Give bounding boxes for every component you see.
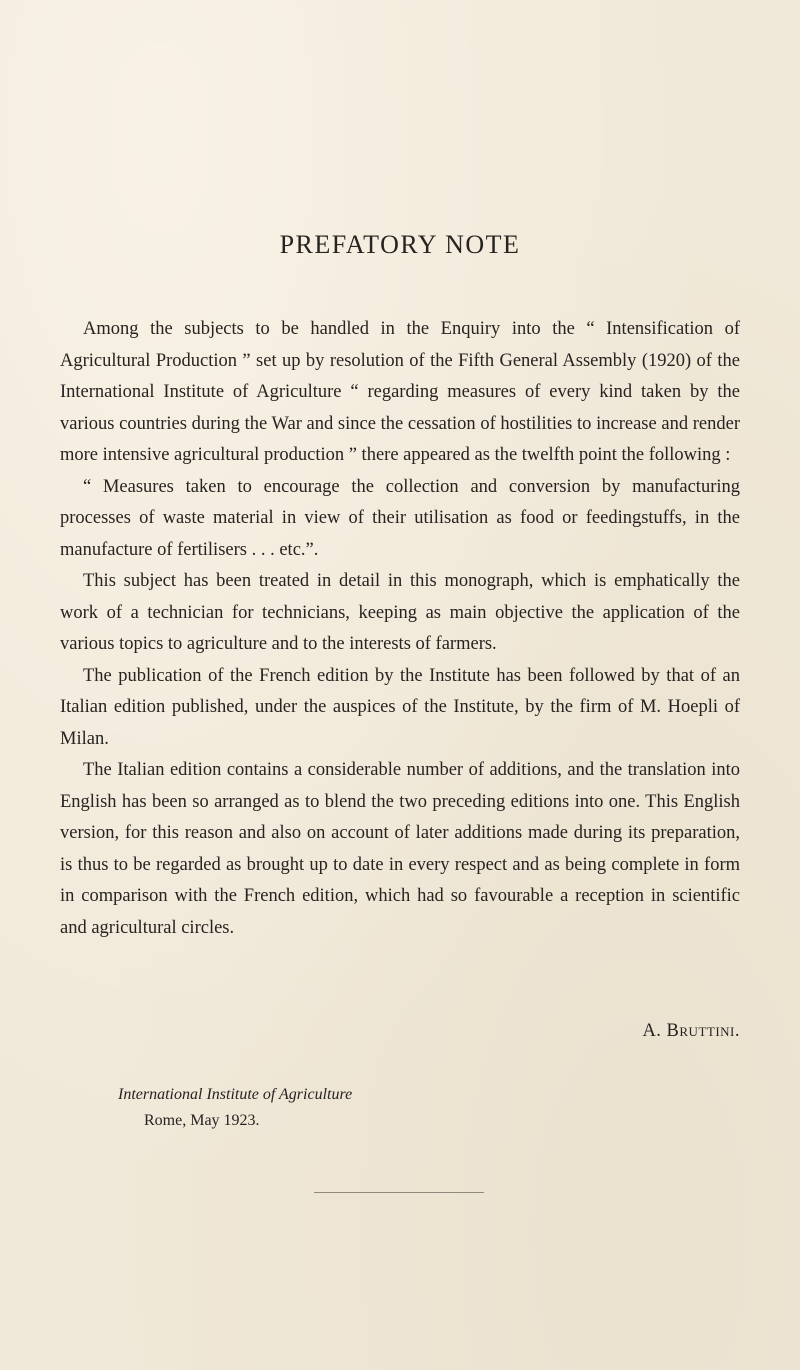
body-text [60, 314, 740, 944]
place-and-date: Rome, May 1923. [144, 1112, 260, 1129]
institution-name: International Institute of Agriculture [118, 1086, 353, 1103]
author-signature [60, 1021, 740, 1042]
divider-rule [314, 1192, 484, 1193]
paragraph-publication: The publication of the French edition by the Institute has been followed by that of an Italian edition published, under the auspices of the Institute, by the firm of M. Hoepli of Milan. [60, 665, 740, 749]
paragraph-italian-edition: The Italian edition contains a considerable number of additions, and the translation into English has been so arranged as to blend the two preceding editions into one. This English version, for this reason and also on account of later additions made during its preparation, is thus to be regarded as brought up to date in every respect and as being complete in form in comparison with the French edition, which had so favourable a reception in scientific and agricultural circles. [60, 760, 740, 938]
paragraph-monograph: This subject has been treated in detail in this monograph, which is emphatically the work of a technician for technicians, keeping as main objective the application of the various topics to agriculture and to the interests of farmers. [60, 571, 740, 654]
author-name: A. Bruttini. [642, 1021, 740, 1041]
paragraph-quotation: “ Measures taken to encourage the collection and conversion by manufacturing processes of waste material in view of their utilisation as food or feedingstuffs, in the manufacture of fertilisers . . . etc.”. [60, 476, 740, 560]
page-title: PREFATORY NOTE [279, 230, 521, 259]
paragraph-intro: Among the subjects to be handled in the Enquiry into the “ Intensification of Agricultural Production ” set up by resolution of the Fifth General Assembly (1920) of the International Institute of Agriculture “ regarding measures of every kind taken by the various countries during the War and since the cessation of hostilities to increase and render more intensive agricultural production ” there appeared as the twelfth point the following : [60, 319, 740, 465]
affiliation-block [118, 1082, 352, 1134]
